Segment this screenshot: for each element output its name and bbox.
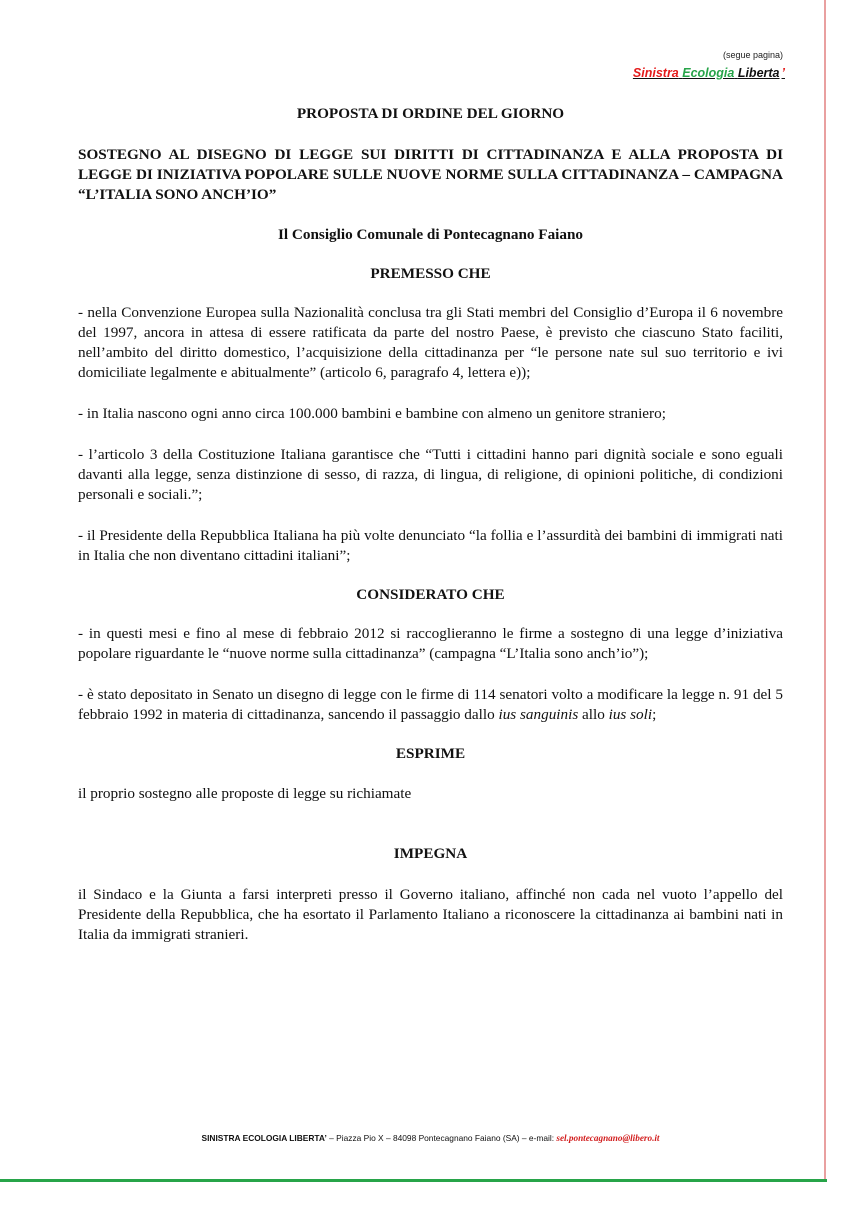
brand-word-ecologia: Ecologia [682,66,735,80]
continued-note: (segue pagina) [722,50,783,60]
ius-sanguinis-term: ius sanguinis [498,706,579,723]
brand-word-liberta: Liberta [737,66,780,80]
document-subject: SOSTEGNO AL DISEGNO DI LEGGE SUI DIRITTI DI CITTADINANZA E ALLA PROPOSTA DI LEGGE DI INIZIATIVA POPOLARE SULLE NUOVE NORME SULLA CITTADINANZA – CAMPAGNA “L’ITALIA SONO ANCH’IO” [78,146,783,203]
right-border-line [824,0,826,1182]
impegna-text: il Sindaco e la Giunta a farsi interpreti presso il Governo italiano, affinché non cada nel vuoto l’appello del Presidente della Repubblica, che ha esortato il Parlamento Italiano a riconoscere la cittadinanza ai bambini nati in Italia da immigrati stranieri. [78,886,783,943]
premesso-paragraph-3: - l’articolo 3 della Costituzione Italiana garantisce che “Tutti i cittadini hanno pari dignità sociale e sono eguali davanti alla legge, senza distinzione di sesso, di razza, di lingua, di religione, di opinioni politiche, di condizioni personali e sociali.”; [78,446,783,503]
premesso-paragraph-4: - il Presidente della Repubblica Italiana ha più volte denunciato “la follia e l’assurdità dei bambini di immigrati nati in Italia che non diventano cittadini italiani”; [78,527,783,564]
footer-address: – Piazza Pio X – 84098 Pontecagnano Faiano (SA) – e-mail: [326,1133,557,1143]
esprime-text: il proprio sostegno alle proposte di legge su richiamate [78,785,412,802]
esprime-heading: ESPRIME [395,745,466,762]
brand-logo [633,66,785,80]
bottom-green-line [0,1179,827,1182]
footer-email-link[interactable]: sel.pontecagnano@libero.it [556,1133,660,1143]
ius-soli-term: ius soli [608,706,653,723]
document-title: PROPOSTA DI ORDINE DEL GIORNO [296,105,565,122]
considerato-paragraph-1: - in questi mesi e fino al mese di febbraio 2012 si raccoglieranno le firme a sostegno di una legge d’iniziativa popolare riguardante le “nuove norme sulla cittadinanza” (campagna “L’Italia sono anch’io”); [78,625,783,662]
considerato-heading: CONSIDERATO CHE [356,586,505,603]
premesso-heading: PREMESSO CHE [370,265,491,282]
document-body [78,104,783,945]
premesso-paragraph-1: - nella Convenzione Europea sulla Nazionalità conclusa tra gli Stati membri del Consiglio d’Europa il 6 novembre del 1997, ancora in attesa di essere ratificata da parte del nostro Paese, è previsto che ciascuno Stato faciliti, nell’ambito del diritto domestico, l’acquisizione della cittadinanza per “le persone nate sul suo territorio e ivi domiciliate legalmente e abitualmente” (articolo 6, paragrafo 4, lettera e)); [78,304,783,381]
impegna-heading: IMPEGNA [393,845,468,862]
council-name: Il Consiglio Comunale di Pontecagnano Faiano [277,226,584,243]
brand-word-sinistra: Sinistra [632,66,679,80]
page-footer [0,1133,861,1143]
footer-org: SINISTRA ECOLOGIA LIBERTA’ [201,1133,327,1143]
premesso-paragraph-2: - in Italia nascono ogni anno circa 100.000 bambini e bambine con almeno un genitore straniero; [78,405,666,422]
considerato-paragraph-2: - è stato depositato in Senato un disegno di legge con le firme di 114 senatori volto a modificare la legge n. 91 del 5 febbraio 1992 in materia di cittadinanza, sancendo il passaggio dallo ius sanguinis allo ius soli; [78,686,783,723]
brand-accent-mark: ’ [781,66,785,80]
